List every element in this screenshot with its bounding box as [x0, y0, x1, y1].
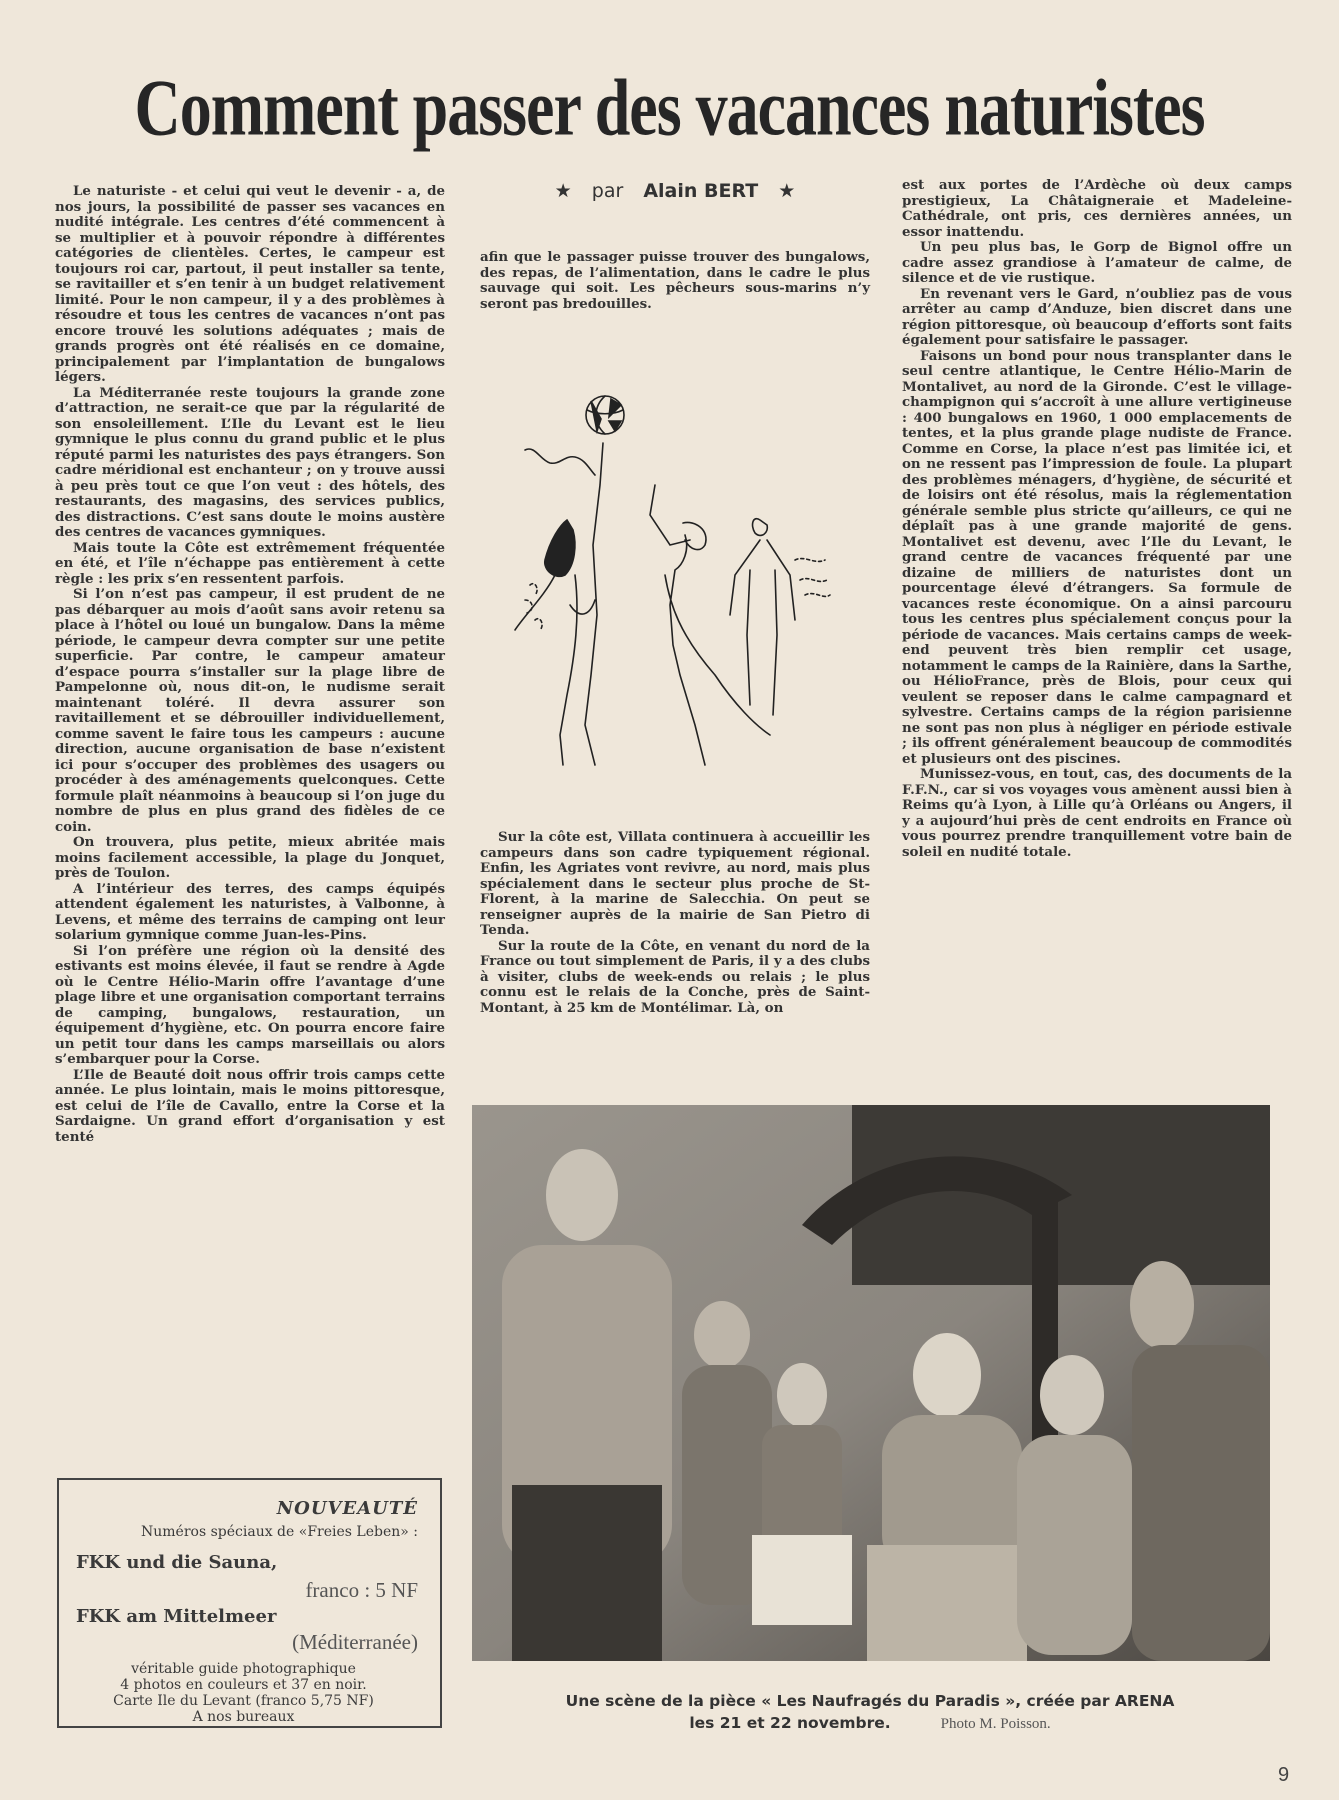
stage-photo	[472, 1105, 1270, 1661]
advert-item-1-price: franco : 5 NF	[305, 1578, 418, 1602]
byline-author: Alain BERT	[643, 180, 759, 202]
paragraph: Si l’on préfère une région où la densité des estivants est moins élevée, il faut se rendre à Agde où le Centre Hélio-Marin offre l’avantage d’une plage libre et une organisation comportant terrains de camping, bungalows, restauration, un équipement d’hygiène, etc. On pourra encore faire un petit tour dans les camps marseillais ou alors s’embarquer pour la Corse.	[55, 942, 445, 1067]
paragraph: est aux portes de l’Ardèche où deux camps prestigieux, La Châtaigneraie et Madeleine-Cathédrale, ont pris, ces dernières années, un essor inattendu.	[902, 177, 1292, 240]
article-column-2-bottom	[480, 830, 870, 1016]
advert-description	[69, 1661, 418, 1725]
star-icon: ★	[554, 180, 572, 202]
seagull-line	[525, 449, 595, 475]
beach-ball-icon	[586, 396, 624, 434]
beach-volleyball-illustration	[505, 375, 835, 795]
advert-desc-line: 4 photos en couleurs et 37 en noir.	[120, 1677, 367, 1693]
figure-man-standing	[730, 519, 795, 715]
advert-desc-line: Carte Ile du Levant (franco 5,75 NF)	[113, 1693, 374, 1709]
paragraph: A l’intérieur des terres, des camps équipés attendent également les naturistes, à Valbonne, à Levens, et même des terrains de camping ont leur solarium gymnique comme Juan-les-Pins.	[55, 880, 445, 943]
paragraph: Faisons un bond pour nous transplanter dans le seul centre atlantique, le Centre Hélio-Marin de Montalivet, au nord de la Gironde. C’est le village-champignon qui s’accroît à une allure vertigineuse : 400 bungalows en 1960, 1 000 emplacements de tentes, et la plus grande plage nudiste de France. Comme en Corse, la place n’est pas limitée ici, et on ne ressent pas l’impression de foule. La plupart des problèmes ménagers, d’hygiène, de sécurité et de loisirs ont été résolus, mais la réglementation générale semble plus stricte qu’ailleurs, ce qui ne déplaît pas à une grande majorité de gens. Montalivet est devenu, avec l’Ile du Levant, le grand centre de vacances fréquenté par une dizaine de milliers de naturistes dont un pourcentage élevé d’étrangers. Sa formule de vacances reste économique. On a ainsi parcouru tous les centres plus spécialement conçus pour la période de vacances. Mais certains camps de week-end peuvent très bien remplir cet usage, notamment le camps de la Rainière, dans la Sarthe, ou HélioFrance, près de Blois, pour ceux qui veulent se reposer dans le calme campagnard et sylvestre. Certains camps de la région parisienne ne sont pas non plus à négliger en période estivale ; ils offrent généralement beaucoup de commodités et plusieurs ont des piscines.	[902, 347, 1292, 767]
paragraph: Le naturiste - et celui qui veut le devenir - a, de nos jours, la possibilité de passer ses vacances en nudité intégrale. Les centres d’été commencent à se multiplier et à pouvoir répondre à différentes catégories de clientèles. Certes, le campeur est toujours roi car, partout, il peut installer sa tente, se ravitailler et s’en tenir à un budget relativement limité. Pour le non campeur, il y a des problèmes à résoudre et tous les centres de vacances n’ont pas encore trouvé les solutions adéquates ; mais de grands progrès ont été réalisés en ce domaine, principalement par l’implantation de bungalows légers.	[55, 183, 445, 385]
paragraph: Sur la côte est, Villata continuera à accueillir les campeurs dans son cadre typiquement régional. Enfin, les Agriates vont revivre, au nord, mais plus spécialement dans le secteur plus proche de St-Florent, à la marine de Salecchia. On peut se renseigner auprès de la mairie de San Pietro di Tenda.	[480, 829, 870, 938]
star-icon: ★	[778, 180, 796, 202]
advert-item-2: FKK am Mittelmeer	[76, 1606, 277, 1627]
page-number: 9	[1278, 1764, 1290, 1786]
byline-prefix: par	[591, 180, 624, 202]
stage-photo-image	[472, 1105, 1270, 1661]
photo-caption	[480, 1690, 1260, 1735]
paragraph: Un peu plus bas, le Gorp de Bignol offre un cadre assez grandiose à l’amateur de calme, de silence et de vie rustique.	[902, 239, 1292, 286]
caption-line-1: Une scène de la pièce « Les Naufragés du Paradis », créée par ARENA	[565, 1692, 1175, 1710]
advert-box	[57, 1478, 442, 1728]
paragraph: Sur la route de la Côte, en venant du nord de la France ou tout simplement de Paris, il y a des clubs à visiter, clubs de week-ends ou relais ; le plus connu est le relais de la Conche, près de Saint-Montant, à 25 km de Montélimar. Là, on	[480, 937, 870, 1016]
paragraph: La Méditerranée reste toujours la grande zone d’attraction, ne serait-ce que par la régularité de son ensoleillement. L’Ile du Levant est le lieu gymnique le plus connu du grand public et le plus réputé parmi les naturistes des pays étrangers. Son cadre méridional est enchanteur ; on y trouve aussi à peu près tout ce que l’on veut : des hôtels, des restaurants, des magasins, des services publics, des distractions. C’est sans doute le moins austère des centres de vacances gymniques.	[55, 384, 445, 540]
byline	[480, 180, 870, 202]
figure-dark-hair	[515, 443, 603, 765]
paragraph: L’Ile de Beauté doit nous offrir trois camps cette année. Le plus lointain, mais le moins pittoresque, est celui de l’île de Cavallo, entre la Corse et la Sardaigne. Un grand effort d’organisation y est tenté	[55, 1066, 445, 1145]
advert-subtitle: Numéros spéciaux de «Freies Leben» :	[141, 1524, 418, 1540]
paragraph: On trouvera, plus petite, mieux abritée mais moins facilement accessible, la plage du Jonquet, près de Toulon.	[55, 834, 445, 881]
caption-line-2: les 21 et 22 novembre.	[689, 1714, 891, 1732]
shrub-right	[795, 559, 830, 597]
paragraph: afin que le passager puisse trouver des bungalows, des repas, de l’alimentation, dans le cadre le plus sauvage qui soit. Les pêcheurs sous-marins n’y seront pas bredouilles.	[480, 249, 870, 312]
article-column-2-top	[480, 250, 870, 312]
advert-title: NOUVEAUTÉ	[276, 1498, 418, 1519]
advert-item-1: FKK und die Sauna,	[76, 1552, 278, 1573]
article-column-3	[902, 178, 1292, 860]
advert-desc-line: A nos bureaux	[192, 1709, 295, 1725]
article-column-1	[55, 184, 445, 1145]
advert-item-2-note: (Méditerranée)	[292, 1630, 418, 1654]
article-title: Comment passer des vacances naturistes	[134, 63, 1205, 152]
paragraph: Munissez-vous, en tout, cas, des documents de la F.F.N., car si vos voyages vous amènent aussi bien à Reims qu’à Lyon, à Lille qu’à Orléans ou Angers, il y a aujourd’hui près de cent endroits en France où vous pourrez prendre tranquillement votre bain de soleil en nudité totale.	[902, 766, 1292, 860]
advert-desc-line: véritable guide photographique	[131, 1661, 356, 1677]
paragraph: En revenant vers le Gard, n’oubliez pas de vous arrêter au camp d’Anduze, bien discret dans une région pittoresque, où beaucoup d’efforts sont faits également pour satisfaire le passager.	[902, 285, 1292, 348]
paragraph: Si l’on n’est pas campeur, il est prudent de ne pas débarquer au mois d’août sans avoir retenu sa place à l’hôtel ou loué un bungalow. Dans la même période, le campeur devra compter sur une petite superficie. Par contre, le campeur amateur d’espace pourra s’installer sur la plage libre de Pampelonne où, nous dit-on, le nudisme serait maintenant toléré. Il devra assurer son ravitaillement et se débrouiller individuellement, comme savent le faire tous les campeurs : aucune direction, aucune organisation de base n’existent ici pour s’occuper des problèmes des usagers ou procéder à des aménagements quelconques. Cette formule plaît néanmoins à beaucoup si l’on juge du nombre de plus en plus grand des fidèles de ce coin.	[55, 586, 445, 835]
photo-credit: Photo M. Poisson.	[940, 1716, 1051, 1732]
paragraph: Mais toute la Côte est extrêmement fréquentée en été, et l’île n’échappe pas entièrement à cette règle : les prix s’en ressentent parfois.	[55, 539, 445, 587]
